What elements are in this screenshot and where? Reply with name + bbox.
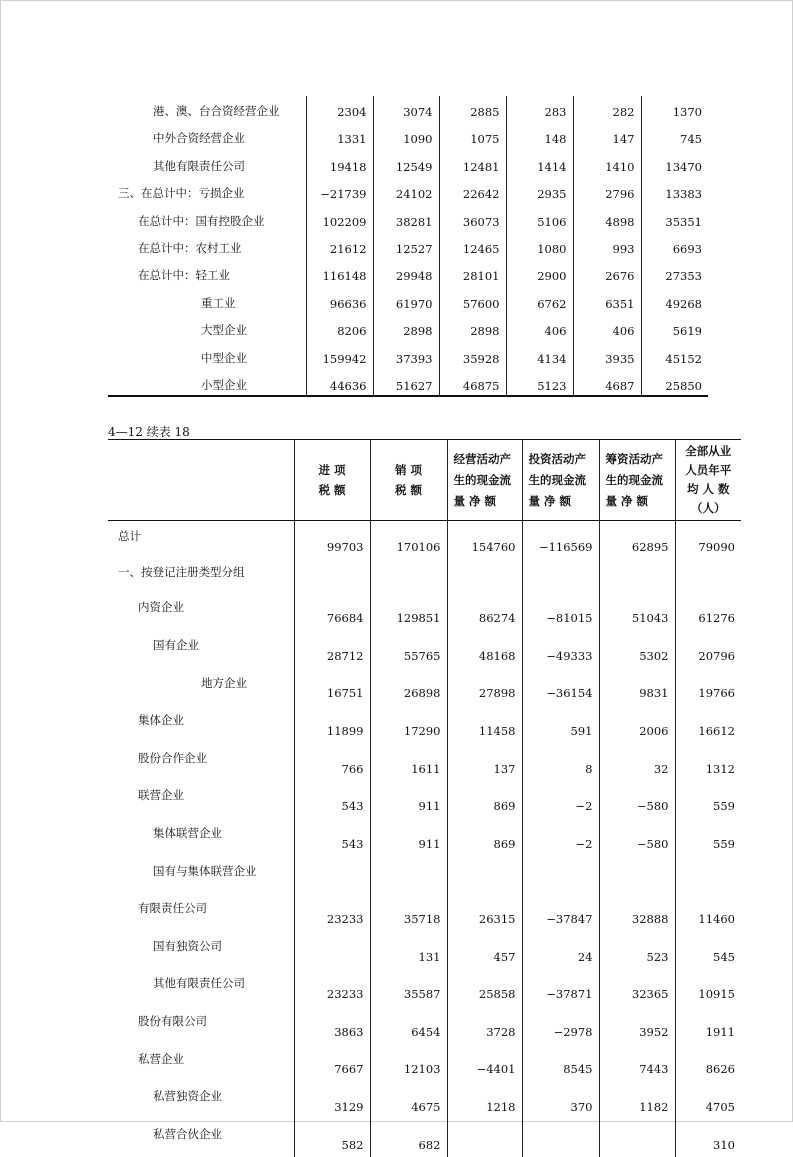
cell-value: 51043 (599, 593, 675, 631)
cell-value: 23233 (294, 969, 370, 1007)
header-line: 经营活动产 (453, 451, 511, 466)
table-row (108, 521, 741, 559)
cell-value: 116148 (306, 258, 373, 285)
row-label: 中外合资经营企业 (153, 131, 245, 146)
cell-value: 283 (506, 96, 573, 121)
cell-value: 12549 (373, 148, 439, 175)
cell-value: 76684 (294, 593, 370, 631)
cell-value: 310 (675, 1119, 741, 1157)
cell-value: 147 (573, 121, 641, 148)
row-label: 其他有限责任公司 (153, 976, 245, 991)
cell-value (370, 559, 447, 593)
cell-value: −37871 (522, 969, 599, 1007)
cell-value: 57600 (439, 285, 506, 312)
row-label: 港、澳、台合资经营企业 (153, 104, 280, 118)
table-row (108, 856, 741, 894)
cell-value: 12465 (439, 231, 506, 258)
row-label: 国有与集体联营企业 (153, 863, 257, 878)
cell-value: 13470 (641, 148, 708, 175)
row-label: 一、按登记注册类型分组 (118, 564, 245, 579)
cell-value: 44636 (306, 368, 373, 396)
cell-value: 406 (573, 313, 641, 340)
header-line: （人） (691, 501, 726, 515)
cell-value: −21739 (306, 176, 373, 203)
row-label: 股份合作企业 (138, 750, 207, 765)
cell-value: 2898 (373, 313, 439, 340)
header-line: 税 额 (318, 483, 346, 497)
header-line: 税 额 (394, 483, 422, 497)
cell-value (294, 931, 370, 969)
cell-value: 37393 (373, 340, 439, 367)
row-label: 地方企业 (201, 675, 247, 690)
cell-value (675, 559, 741, 593)
cell-value: 7443 (599, 1044, 675, 1082)
cell-value: 62895 (599, 521, 675, 559)
table-row (108, 96, 708, 121)
cell-value: 766 (294, 743, 370, 781)
cell-value: 23233 (294, 893, 370, 931)
table-row (108, 630, 741, 668)
cell-value: 911 (370, 781, 447, 819)
cell-value: 1075 (439, 121, 506, 148)
cell-value: 25850 (641, 368, 708, 396)
cell-value: 137 (447, 743, 522, 781)
cell-value: 6454 (370, 1006, 447, 1044)
row-label: 在总计中：国有控股企业 (138, 213, 265, 228)
cell-value: 2304 (306, 96, 373, 121)
cell-value: 3863 (294, 1006, 370, 1044)
cell-value: 1182 (599, 1081, 675, 1119)
row-label: 集体联营企业 (153, 825, 222, 840)
header-line: 全部从业 (685, 444, 732, 458)
cell-value: 16751 (294, 668, 370, 706)
cell-value: 5123 (506, 368, 573, 396)
cell-value: −580 (599, 818, 675, 856)
table-caption: 4—12 续表 18 (108, 425, 190, 439)
cell-value: 20796 (675, 630, 741, 668)
row-label: 私营独资企业 (153, 1089, 222, 1104)
cell-value: −2 (522, 818, 599, 856)
cell-value: 45152 (641, 340, 708, 367)
cell-value: 49268 (641, 285, 708, 312)
cell-value: 543 (294, 781, 370, 819)
cell-value: 17290 (370, 705, 447, 743)
cell-value: 4898 (573, 203, 641, 230)
cell-value: 102209 (306, 203, 373, 230)
column-header (370, 440, 447, 521)
cell-value: 12103 (370, 1044, 447, 1082)
cell-value (447, 856, 522, 894)
cell-value: 27353 (641, 258, 708, 285)
cell-value: 8626 (675, 1044, 741, 1082)
cell-value: 25858 (447, 969, 522, 1007)
cell-value: 99703 (294, 521, 370, 559)
cell-value: 96636 (306, 285, 373, 312)
row-label: 私营合伙企业 (153, 1126, 222, 1141)
row-label: 内资企业 (138, 600, 184, 615)
cell-value: 3129 (294, 1081, 370, 1119)
cell-value: 523 (599, 931, 675, 969)
cell-value: 457 (447, 931, 522, 969)
cell-value: 26898 (370, 668, 447, 706)
row-label: 重工业 (201, 295, 236, 310)
cell-value: 2676 (573, 258, 641, 285)
cell-value: 370 (522, 1081, 599, 1119)
cell-value: −2 (522, 781, 599, 819)
header-line: 生的现金流 (528, 472, 586, 487)
header-line: 量 净 额 (528, 493, 572, 508)
cell-value (447, 1119, 522, 1157)
cell-value: 3935 (573, 340, 641, 367)
cell-value: 2898 (439, 313, 506, 340)
cell-value: 4705 (675, 1081, 741, 1119)
table-row (108, 148, 708, 175)
cell-value: −37847 (522, 893, 599, 931)
cell-value: 32365 (599, 969, 675, 1007)
cell-value: 1911 (675, 1006, 741, 1044)
cell-value: −116569 (522, 521, 599, 559)
table-row (108, 705, 741, 743)
cell-value: 869 (447, 781, 522, 819)
cell-value: 12527 (373, 231, 439, 258)
cell-value: 6762 (506, 285, 573, 312)
table-row (108, 258, 708, 285)
table-row (108, 931, 741, 969)
cell-value: 154760 (447, 521, 522, 559)
table-row (108, 818, 741, 856)
cell-value: 6351 (573, 285, 641, 312)
cell-value (294, 856, 370, 894)
cell-value: 4134 (506, 340, 573, 367)
cell-value: 36073 (439, 203, 506, 230)
cell-value: 1080 (506, 231, 573, 258)
cell-value: 745 (641, 121, 708, 148)
cell-value: −81015 (522, 593, 599, 631)
cell-value: 46875 (439, 368, 506, 396)
cell-value: 24102 (373, 176, 439, 203)
row-label: 中型企业 (201, 350, 247, 365)
cell-value: 5619 (641, 313, 708, 340)
cell-value: 5302 (599, 630, 675, 668)
column-header (675, 440, 741, 521)
cell-value: 19418 (306, 148, 373, 175)
row-label: 私营企业 (138, 1051, 184, 1066)
cell-value: 8206 (306, 313, 373, 340)
cell-value: 35928 (439, 340, 506, 367)
cell-value: 28101 (439, 258, 506, 285)
cell-value: −2978 (522, 1006, 599, 1044)
cell-value: 1218 (447, 1081, 522, 1119)
cell-value: 1312 (675, 743, 741, 781)
cell-value: 19766 (675, 668, 741, 706)
column-header (599, 440, 675, 521)
cell-value: 21612 (306, 231, 373, 258)
cell-value: 3728 (447, 1006, 522, 1044)
table-row (108, 1119, 741, 1157)
column-header (294, 440, 370, 521)
cell-value: 26315 (447, 893, 522, 931)
cell-value: 12481 (439, 148, 506, 175)
cell-value: 51627 (373, 368, 439, 396)
cell-value: 8 (522, 743, 599, 781)
cell-value: 4687 (573, 368, 641, 396)
cell-value: 10915 (675, 969, 741, 1007)
cell-value: 869 (447, 818, 522, 856)
cell-value: −49333 (522, 630, 599, 668)
cell-value: 2006 (599, 705, 675, 743)
cell-value: 8545 (522, 1044, 599, 1082)
cell-value: 682 (370, 1119, 447, 1157)
top-table (108, 96, 708, 397)
row-label: 在总计中：轻工业 (138, 268, 230, 283)
cell-value: 559 (675, 781, 741, 819)
row-label: 有限责任公司 (138, 901, 207, 916)
column-header (522, 440, 599, 521)
table-row (108, 285, 708, 312)
cell-value (522, 559, 599, 593)
table-row (108, 313, 708, 340)
header-line: 生的现金流 (453, 472, 511, 487)
cell-value (294, 559, 370, 593)
table-row (108, 1044, 741, 1082)
header-line: 人员年平 (685, 463, 732, 477)
cell-value: 11899 (294, 705, 370, 743)
cell-value: 2885 (439, 96, 506, 121)
cell-value (370, 856, 447, 894)
header-row (108, 440, 741, 521)
cell-value: 993 (573, 231, 641, 258)
cell-value: 22642 (439, 176, 506, 203)
header-line: 量 净 额 (453, 493, 497, 508)
cell-value: 911 (370, 818, 447, 856)
header-line: 销 项 (394, 463, 422, 477)
cell-value: 1331 (306, 121, 373, 148)
table-row (108, 781, 741, 819)
table-row (108, 668, 741, 706)
column-header (447, 440, 522, 521)
cell-value: 79090 (675, 521, 741, 559)
row-label: 联营企业 (138, 788, 184, 803)
header-line: 量 净 额 (605, 493, 649, 508)
row-label: 在总计中：农村工业 (138, 240, 242, 255)
cell-value: 159942 (306, 340, 373, 367)
cell-value: 129851 (370, 593, 447, 631)
cell-value: 9831 (599, 668, 675, 706)
table-row (108, 893, 741, 931)
header-line: 投资活动产 (528, 451, 586, 466)
cell-value: 7667 (294, 1044, 370, 1082)
cell-value: 1090 (373, 121, 439, 148)
cell-value: 6693 (641, 231, 708, 258)
cell-value (522, 856, 599, 894)
cell-value: 545 (675, 931, 741, 969)
cell-value: 3952 (599, 1006, 675, 1044)
cell-value (675, 856, 741, 894)
cell-value: 582 (294, 1119, 370, 1157)
row-label: 小型企业 (108, 368, 306, 396)
cell-value: 55765 (370, 630, 447, 668)
row-label: 大型企业 (201, 323, 247, 338)
header-line: 进 项 (318, 463, 346, 477)
cell-value: 38281 (373, 203, 439, 230)
row-label: 总计 (118, 528, 141, 543)
cell-value: 170106 (370, 521, 447, 559)
cell-value: 543 (294, 818, 370, 856)
table-row (108, 1006, 741, 1044)
cell-value: 131 (370, 931, 447, 969)
cell-value: 2935 (506, 176, 573, 203)
table-row (108, 743, 741, 781)
cell-value: 3074 (373, 96, 439, 121)
cell-value (599, 1119, 675, 1157)
cell-value: 1611 (370, 743, 447, 781)
header-line: 均 人 数 (686, 482, 730, 496)
cell-value: 1410 (573, 148, 641, 175)
cell-value: 35587 (370, 969, 447, 1007)
cell-value: 24 (522, 931, 599, 969)
cell-value: 2796 (573, 176, 641, 203)
cell-value: 28712 (294, 630, 370, 668)
row-label: 股份有限公司 (138, 1013, 207, 1028)
cell-value (522, 1119, 599, 1157)
cell-value: 35718 (370, 893, 447, 931)
table-row (108, 203, 708, 230)
cell-value: 282 (573, 96, 641, 121)
cell-value: 86274 (447, 593, 522, 631)
table-row (108, 176, 708, 203)
cell-value: 32888 (599, 893, 675, 931)
row-label: 三、在总计中：亏损企业 (118, 186, 245, 201)
cell-value (599, 856, 675, 894)
row-label: 国有企业 (153, 637, 199, 652)
cell-value: 5106 (506, 203, 573, 230)
cell-value: 13383 (641, 176, 708, 203)
cell-value: 2900 (506, 258, 573, 285)
cell-value: 32 (599, 743, 675, 781)
cell-value: 29948 (373, 258, 439, 285)
cell-value: 16612 (675, 705, 741, 743)
cell-value: −36154 (522, 668, 599, 706)
cell-value: −4401 (447, 1044, 522, 1082)
cell-value: 61970 (373, 285, 439, 312)
table-row (108, 1081, 741, 1119)
cell-value: 11460 (675, 893, 741, 931)
cell-value (447, 559, 522, 593)
table-row (108, 559, 741, 593)
cell-value: 48168 (447, 630, 522, 668)
cell-value (599, 559, 675, 593)
cell-value: 11458 (447, 705, 522, 743)
row-label: 集体企业 (138, 713, 184, 728)
cell-value: 35351 (641, 203, 708, 230)
header-line: 筹资活动产 (605, 451, 663, 466)
cell-value: 1414 (506, 148, 573, 175)
header-line: 生的现金流 (605, 472, 663, 487)
cell-value: 406 (506, 313, 573, 340)
cell-value: 27898 (447, 668, 522, 706)
cell-value: 148 (506, 121, 573, 148)
cell-value: 559 (675, 818, 741, 856)
bottom-table (108, 439, 741, 1157)
cell-value: 61276 (675, 593, 741, 631)
cell-value: 591 (522, 705, 599, 743)
table-row (108, 340, 708, 367)
cell-value: 1370 (641, 96, 708, 121)
row-label: 国有独资公司 (153, 938, 222, 953)
table-row (108, 593, 741, 631)
row-label: 其他有限责任公司 (153, 158, 245, 173)
cell-value: −580 (599, 781, 675, 819)
table-row (108, 368, 708, 396)
table-row (108, 121, 708, 148)
table-row (108, 231, 708, 258)
header-stub (108, 440, 294, 521)
table-row (108, 969, 741, 1007)
cell-value: 4675 (370, 1081, 447, 1119)
